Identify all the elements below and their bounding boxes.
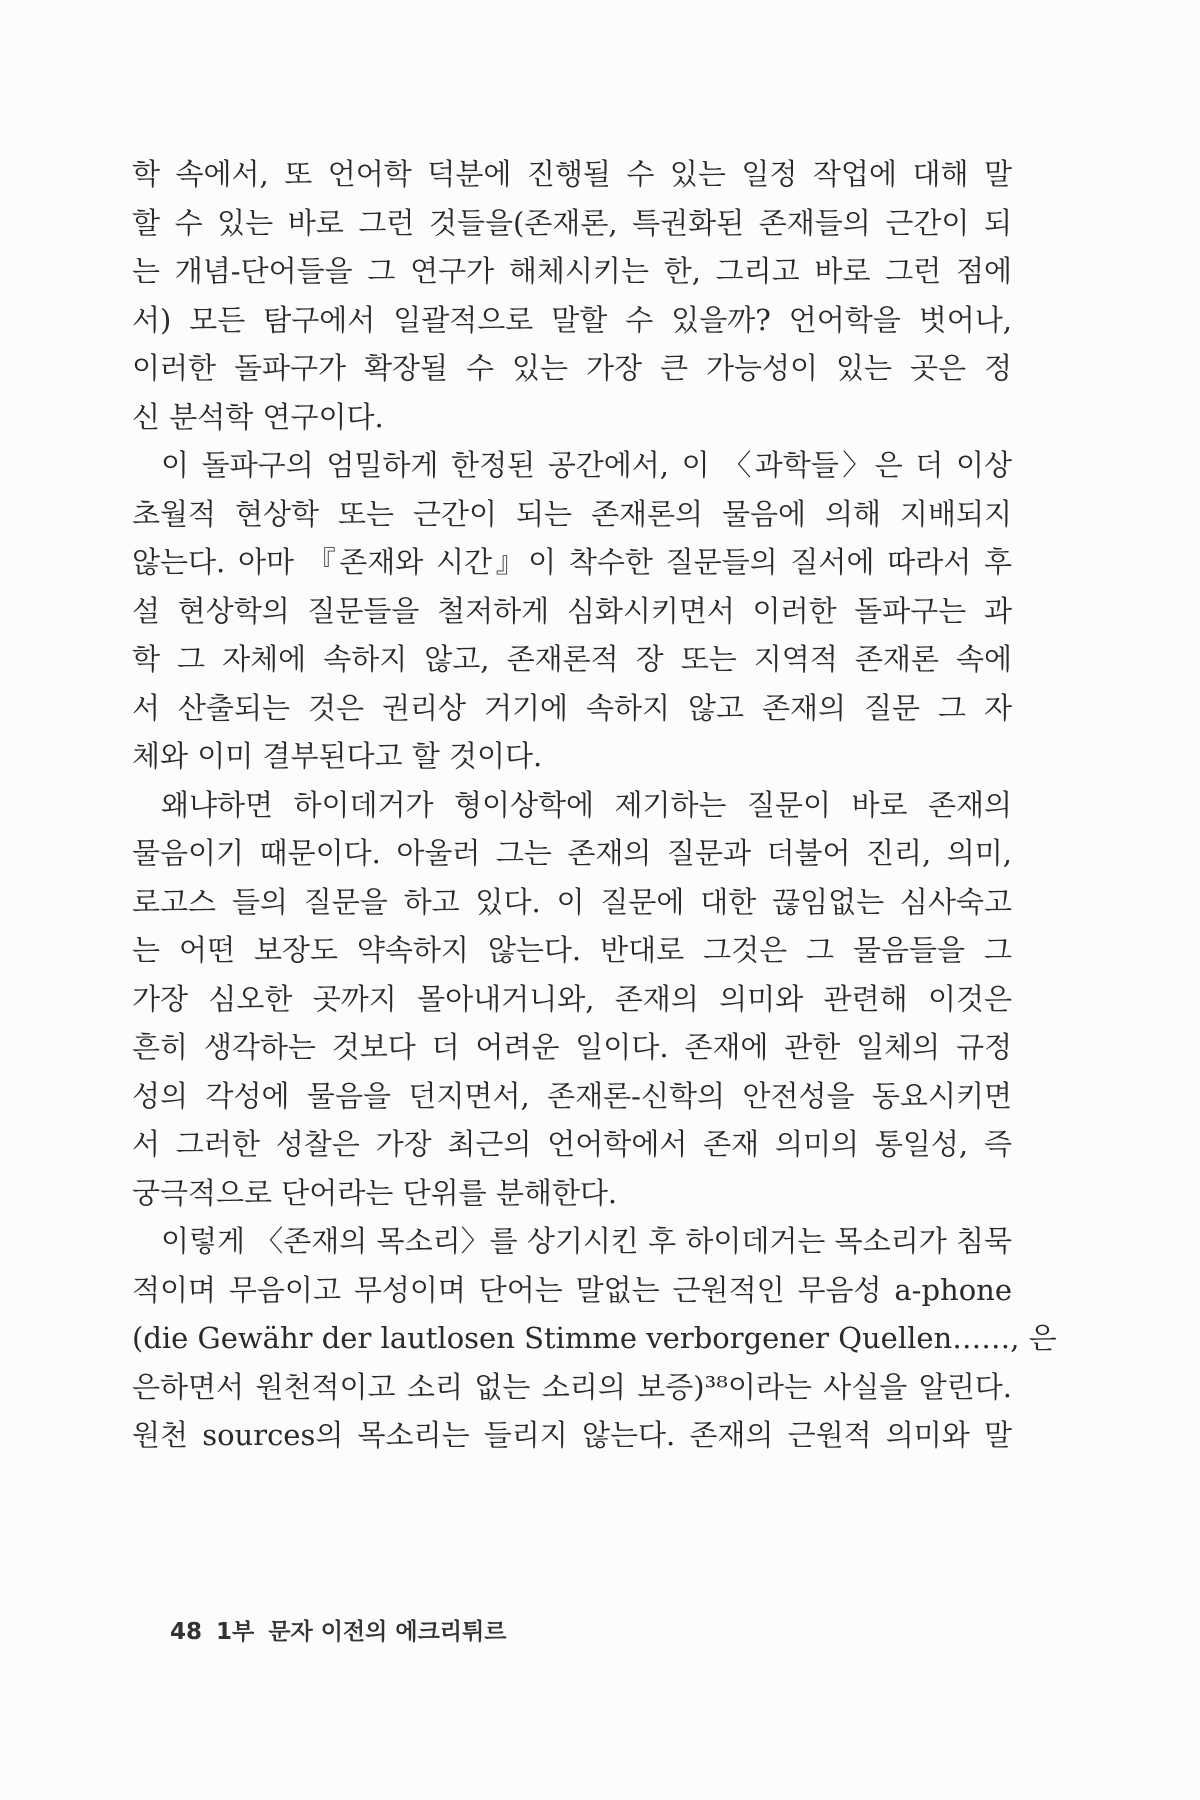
text-line: 학 그 자체에 속하지 않고, 존재론적 장 또는 지역적 존재론 속에 bbox=[132, 642, 1012, 676]
text-line: 않는다. 아마 『존재와 시간』이 착수한 질문들의 질서에 따라서 후 bbox=[132, 545, 1012, 579]
part-title: 문자 이전의 에크리튀르 bbox=[268, 1619, 507, 1645]
text-line: 초월적 현상학 또는 근간이 되는 존재론의 물음에 의해 지배되지 bbox=[132, 496, 1012, 531]
text-line: 이렇게 〈존재의 목소리〉를 상기시킨 후 하이데거는 목소리가 침묵 bbox=[161, 1224, 1012, 1258]
text-line: 흔히 생각하는 것보다 더 어려운 일이다. 존재에 관한 일체의 규정 bbox=[132, 1030, 1012, 1064]
part-label: 1부 bbox=[216, 1619, 255, 1645]
text-line: 성의 각성에 물음을 던지면서, 존재론-신학의 안전성을 동요시키면 bbox=[132, 1078, 1012, 1113]
text-line: 서 산출되는 것은 권리상 거기에 속하지 않고 존재의 질문 그 자 bbox=[132, 690, 1012, 725]
text-line: 원천 sources의 목소리는 들리지 않는다. 존재의 근원적 의미와 말 bbox=[132, 1418, 1012, 1452]
text-line: 이 돌파구의 엄밀하게 한정된 공간에서, 이 〈과학들〉은 더 이상 bbox=[161, 448, 1012, 482]
text-line: 은하면서 원천적이고 소리 없는 소리의 보증)³⁸이라는 사실을 알린다. bbox=[132, 1369, 1012, 1404]
text-line: 서 그러한 성찰은 가장 최근의 언어학에서 존재 의미의 통일성, 즉 bbox=[132, 1127, 1012, 1161]
text-line: 물음이기 때문이다. 아울러 그는 존재의 질문과 더불어 진리, 의미, bbox=[132, 836, 1012, 870]
text-line: 할 수 있는 바로 그런 것들을(존재론, 특권화된 존재들의 근간이 되 bbox=[132, 205, 1012, 240]
text-line: 신 분석학 연구이다. bbox=[132, 399, 384, 434]
text-line: 왜냐하면 하이데거가 형이상학에 제기하는 질문이 바로 존재의 bbox=[161, 787, 1012, 822]
text-line: 체와 이미 결부된다고 할 것이다. bbox=[132, 739, 543, 773]
text-line: 로고스 들의 질문을 하고 있다. 이 질문에 대한 끊임없는 심사숙고 bbox=[132, 884, 1012, 919]
text-line: 설 현상학의 질문들을 철저하게 심화시키면서 이러한 돌파구는 과 bbox=[132, 593, 1012, 628]
text-line: 가장 심오한 곳까지 몰아내거니와, 존재의 의미와 관련해 이것은 bbox=[132, 981, 1012, 1016]
page-footer bbox=[170, 1613, 520, 1646]
text-line: 적이며 무음이고 무성이며 단어는 말없는 근원적인 무음성 a-phone bbox=[132, 1272, 1012, 1307]
text-line: 서) 모든 탐구에서 일괄적으로 말할 수 있을까? 언어학을 벗어나, bbox=[132, 302, 1012, 337]
text-line: 궁극적으로 단어라는 단위를 분해한다. bbox=[132, 1175, 618, 1210]
text-line: 이러한 돌파구가 확장될 수 있는 가장 큰 가능성이 있는 곳은 정 bbox=[132, 351, 1012, 385]
text-line: 는 어떤 보장도 약속하지 않는다. 반대로 그것은 그 물음들을 그 bbox=[132, 933, 1012, 967]
text-line: (die Gewähr der lautlosen Stimme verborgener Quellen……, 은 bbox=[132, 1321, 1057, 1355]
text-line: 학 속에서, 또 언어학 덕분에 진행될 수 있는 일정 작업에 대해 말 bbox=[132, 157, 1012, 191]
page-number: 48 bbox=[170, 1619, 203, 1645]
text-line: 는 개념-단어들을 그 연구가 해체시키는 한, 그리고 바로 그런 점에 bbox=[132, 254, 1012, 288]
body-text bbox=[132, 150, 1057, 1460]
